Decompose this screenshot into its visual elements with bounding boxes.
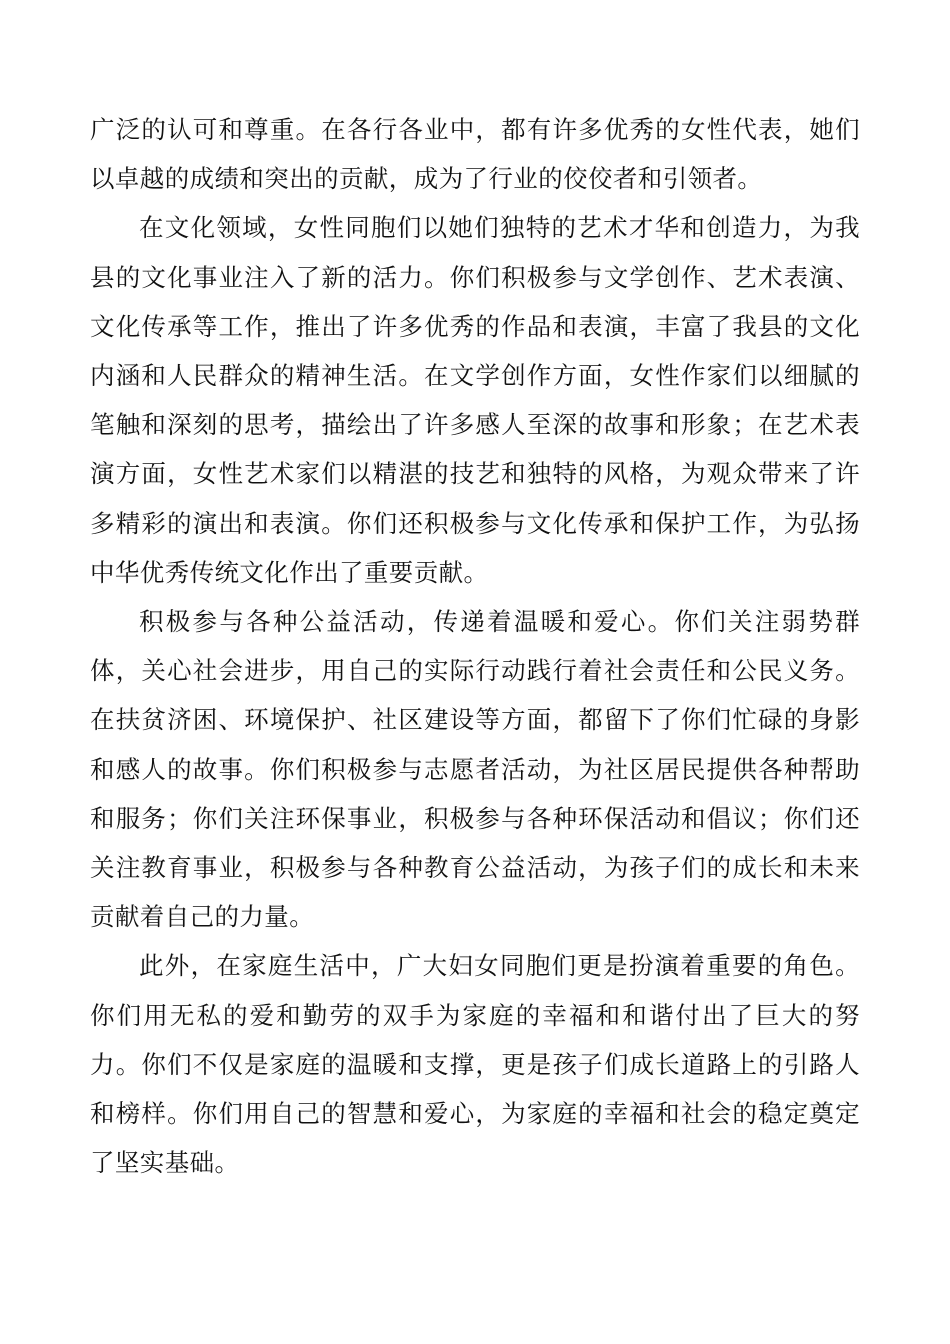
paragraph-4: 此外，在家庭生活中，广大妇女同胞们更是扮演着重要的角色。你们用无私的爱和勤劳的双手为家庭的幸福和和谐付出了巨大的努力。你们不仅是家庭的温暖和支撑，更是孩子们成长道路上的引路人和榜样。你们用自己的智慧和爱心，为家庭的幸福和社会的稳定奠定了坚实基础。 xyxy=(90,951,860,1178)
paragraph-3: 积极参与各种公益活动，传递着温暖和爱心。你们关注弱势群体，关心社会进步，用自己的实际行动践行着社会责任和公民义务。在扶贫济困、环境保护、社区建设等方面，都留下了你们忙碌的身影和感人的故事。你们积极参与志愿者活动，为社区居民提供各种帮助和服务；你们关注环保事业，积极参与各种环保活动和倡议；你们还关注教育事业，积极参与各种教育公益活动，为孩子们的成长和未来贡献着自己的力量。 xyxy=(90,607,860,932)
paragraph-1: 广泛的认可和尊重。在各行各业中，都有许多优秀的女性代表，她们以卓越的成绩和突出的贡献，成为了行业的佼佼者和引领者。 xyxy=(90,115,860,194)
document-body xyxy=(90,105,860,1187)
paragraph-2: 在文化领域，女性同胞们以她们独特的艺术才华和创造力，为我县的文化事业注入了新的活力。你们积极参与文学创作、艺术表演、文化传承等工作，推出了许多优秀的作品和表演，丰富了我县的文化内涵和人民群众的精神生活。在文学创作方面，女性作家们以细腻的笔触和深刻的思考，描绘出了许多感人至深的故事和形象；在艺术表演方面，女性艺术家们以精湛的技艺和独特的风格，为观众带来了许多精彩的演出和表演。你们还积极参与文化传承和保护工作，为弘扬中华优秀传统文化作出了重要贡献。 xyxy=(90,213,860,587)
